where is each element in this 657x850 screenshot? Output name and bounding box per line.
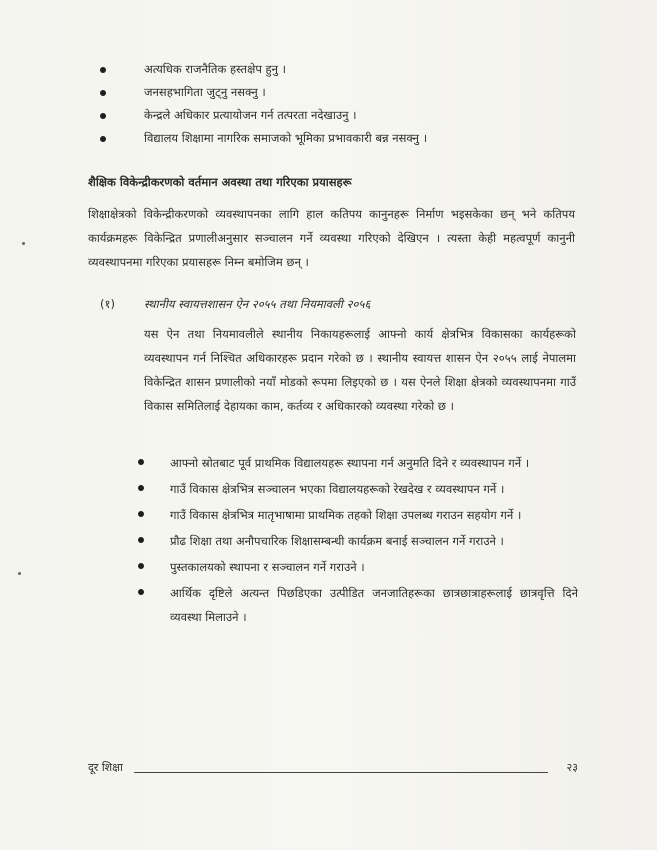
bullet-icon (138, 485, 144, 491)
footer-divider (134, 772, 548, 773)
list-item: प्रौढ शिक्षा तथा अनौपचारिक शिक्षासम्बन्धी कार्यक्रम बनाई सञ्चालन गर्ने गराउने । (138, 529, 578, 553)
section-number: (१) (100, 297, 115, 311)
intro-paragraph: शिक्षाक्षेत्रको विकेन्द्रीकरणको व्यवस्थापनका लागि हाल कतिपय कानुनहरू निर्माण भइसकेका छन् भने कतिपय कार्यक्रमहरू विकेन्द्रित प्रणालीअनुसार सञ्चालन गर्ने व्यवस्था गरिएको देखिएन । त्यस्ता केही महत्वपूर्ण कानुनी व्यवस्थापनमा गरिएका प्रयासहरू निम्न बमोजिम छन् । (88, 207, 575, 269)
bullet-icon (138, 589, 144, 595)
list-item: पुस्तकालयको स्थापना र सञ्चालन गर्ने गराउने । (138, 555, 578, 579)
list-item: आफ्नो स्रोतबाट पूर्व प्राथमिक विद्यालयहरू स्थापना गर्न अनुमति दिने र व्यवस्थापन गर्ने । (138, 451, 578, 475)
section-bullet-list (138, 451, 578, 629)
bullet-icon (138, 459, 144, 465)
section-paragraph: यस ऐन तथा नियमावलीले स्थानीय निकायहरूलाई आफ्नो कार्य क्षेत्रभित्र विकासका कार्यहरूको व्यवस्थापन गर्न निश्चित अधिकारहरू प्रदान गरेको छ । स्थानीय स्वायत्त शासन ऐन २०५५ लाई नेपालमा विकेन्द्रित शासन प्रणालीको नयाँ मोडको रूपमा लिइएको छ । यस ऐनले शिक्षा क्षेत्रको व्यवस्थापनमा गाउँ विकास समितिलाई देहायका काम, कर्तव्य र अधिकारको व्यवस्था गरेको छ । (144, 327, 576, 413)
bullet-icon (138, 563, 144, 569)
bullet-icon (100, 113, 106, 119)
bullet-icon (100, 67, 106, 73)
list-item: विद्यालय शिक्षामा नागरिक समाजको भूमिका प्रभावकारी बन्न नसक्नु । (100, 127, 570, 150)
bullet-icon (138, 511, 144, 517)
page-number: २३ (566, 761, 578, 774)
bullet-icon (138, 537, 144, 543)
list-item: केन्द्रले अधिकार प्रत्यायोजन गर्न तत्परता नदेखाउनु । (100, 104, 570, 127)
section-title: स्थानीय स्वायत्तशासन ऐन २०५५ तथा नियमावली २०५६ (144, 297, 371, 311)
section-heading: शैक्षिक विकेन्द्रीकरणको वर्तमान अवस्था तथा गरिएका प्रयासहरू (88, 175, 352, 189)
bullet-icon (100, 136, 106, 142)
binding-hole-mark (18, 572, 21, 575)
bullet-icon (100, 90, 106, 96)
page-footer (88, 758, 578, 778)
list-item: गाउँ विकास क्षेत्रभित्र सञ्चालन भएका विद्यालयहरूको रेखदेख र व्यवस्थापन गर्ने । (138, 477, 578, 501)
list-item: आर्थिक दृष्टिले अत्यन्त पिछडिएका उत्पीडित जनजातिहरूका छात्रछात्राहरूलाई छात्रवृत्ति दिने व्यवस्था मिलाउने । (138, 581, 578, 629)
list-item: गाउँ विकास क्षेत्रभित्र मातृभाषामा प्राथमिक तहको शिक्षा उपलब्ध गराउन सहयोग गर्ने । (138, 503, 578, 527)
list-item: अत्यधिक राजनैतिक हस्तक्षेप हुनु । (100, 58, 570, 81)
footer-label: दूर शिक्षा (88, 761, 123, 774)
top-bullet-list (100, 58, 570, 150)
binding-hole-mark (22, 242, 25, 245)
list-item: जनसहभागिता जुट्नु नसक्नु । (100, 81, 570, 104)
